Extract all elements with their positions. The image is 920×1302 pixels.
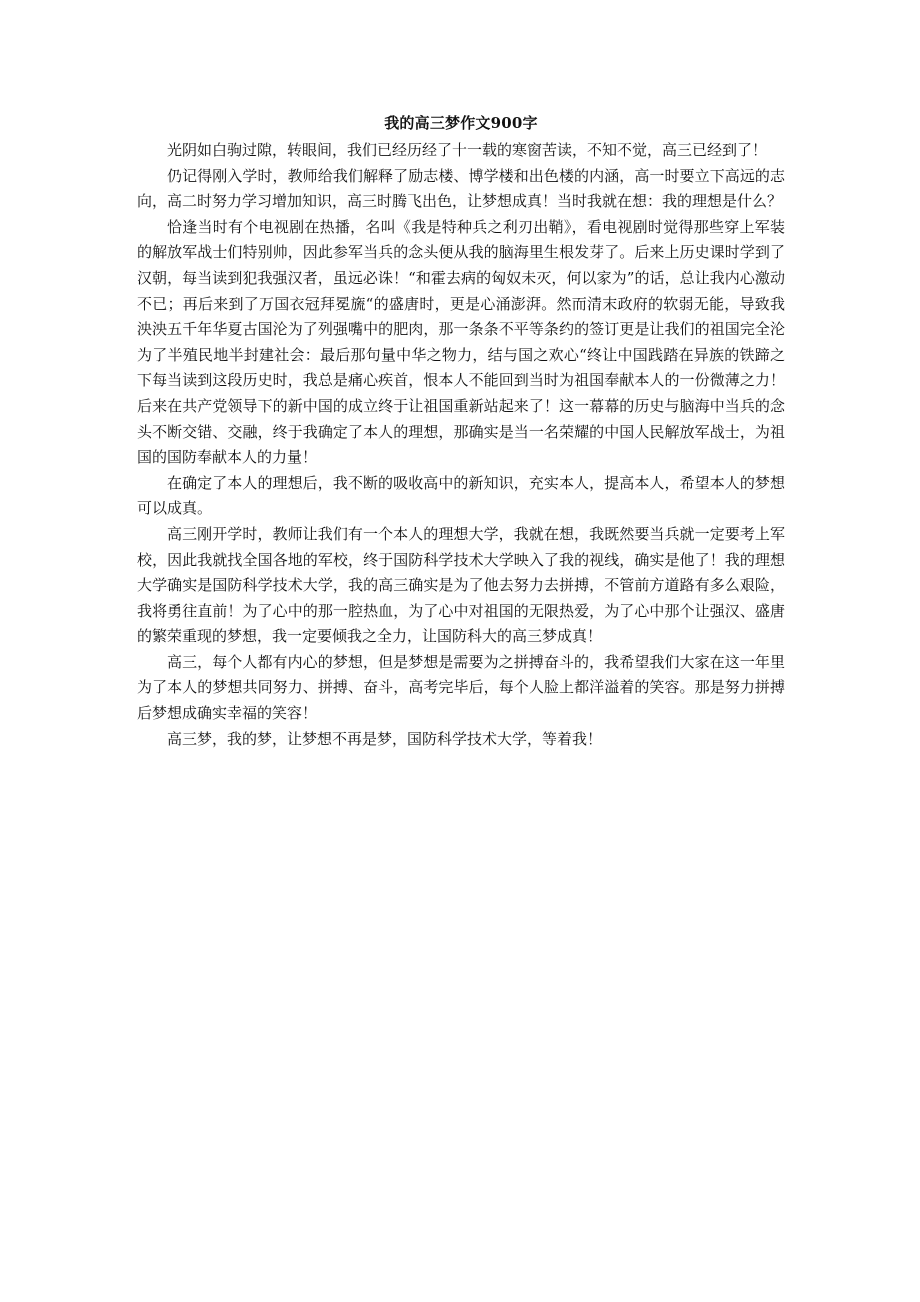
paragraph-4: 在确定了本人的理想后，我不断的吸收高中的新知识，充实本人，提高本人，希望本人的梦想可以成真。 [137, 473, 785, 518]
paragraph-1: 光阴如白驹过隙，转眼间，我们已经历经了十一载的寒窗苦读，不知不觉，高三已经到了！ [167, 141, 768, 159]
paragraph-3: 恰逢当时有个电视剧在热播，名叫《我是特种兵之利刃出鞘》，看电视剧时觉得那些穿上军装的解放军战士们特别帅，因此参军当兵的念头便从我的脑海里生根发芽了。后来上历史课时学到了汉朝，每当读到犯我强汉者，虽远必诛！“和霍去病的匈奴未灭，何以家为”的话，总让我内心激动不已；再后来到了万国衣冠拜冕旒“的盛唐时，更是心涌澎湃。然而清末政府的软弱无能，导致我泱泱五千年华夏古国沦为了列强嘴中的肥肉，那一条条不平等条约的签订更是让我们的祖国完全沦为了半殖民地半封建社会：最后那句量中华之物力，结与国之欢心“终让中国践踏在异族的铁蹄之下每当读到这段历史时，我总是痛心疾首，恨本人不能回到当时为祖国奉献本人的一份微薄之力！后来在共产党领导下的新中国的成立终于让祖国重新站起来了！这一幕幕的历史与脑海中当兵的念头不断交错、交融，终于我确定了本人的理想，那确实是当一名荣耀的中国人民解放军战士，为祖国的国防奉献本人的力量！ [137, 217, 785, 467]
paragraph-7: 高三梦，我的梦，让梦想不再是梦，国防科学技术大学，等着我！ [167, 729, 603, 748]
document-page [137, 110, 785, 752]
paragraph-5: 高三刚开学时，教师让我们有一个本人的理想大学，我就在想，我既然要当兵就一定要考上军校，因此我就找全国各地的军校，终于国防科学技术大学映入了我的视线，确实是他了！我的理想大学确实是国防科学技术大学，我的高三确实是为了他去努力去拼搏，不管前方道路有多么艰险，我将勇往直前！为了心中的那一腔热血，为了心中对祖国的无限热爱，为了心中那个让强汉、盛唐的繁荣重现的梦想，我一定要倾我之全力，让国防科大的高三梦成真！ [137, 524, 785, 646]
paragraph-6: 高三，每个人都有内心的梦想，但是梦想是需要为之拼搏奋斗的，我希望我们大家在这一年里为了本人的梦想共同努力、拼搏、奋斗，高考完毕后，每个人脸上都洋溢着的笑容。那是努力拼搏后梦想成确实幸福的笑容！ [137, 652, 785, 723]
document-title: 我的高三梦作文900字 [384, 114, 538, 132]
paragraph-2: 仍记得刚入学时，教师给我们解释了励志楼、博学楼和出色楼的内涵，高一时要立下高远的志向，高二时努力学习增加知识，高三时腾飞出色，让梦想成真！当时我就在想：我的理想是什么？ [137, 166, 785, 211]
